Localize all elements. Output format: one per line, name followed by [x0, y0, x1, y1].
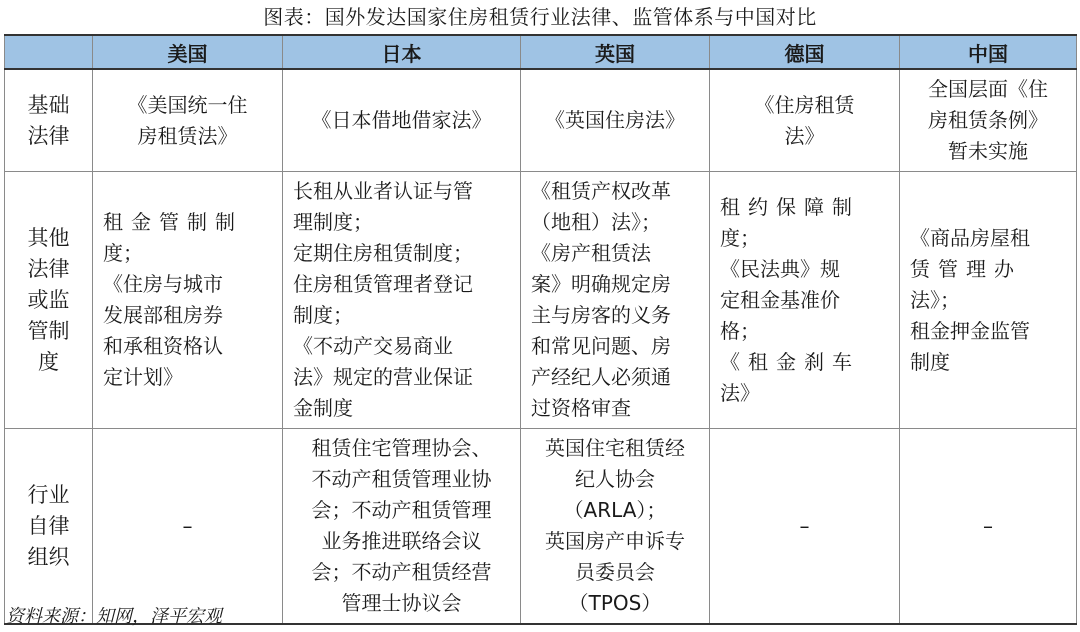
row-label-line: 管制: [27, 318, 70, 343]
cell-usa-basic-law: [93, 69, 283, 172]
cell-line: 租赁住宅管理协会、: [311, 436, 492, 460]
cell-line: 《不动产交易商业: [293, 334, 453, 358]
cell-line: 《英国住房法》: [545, 108, 685, 132]
cell-line: 定期住房租赁制度；: [293, 241, 473, 265]
cell-line: 理制度；: [293, 210, 373, 234]
cell-line: 定租金基准价: [720, 287, 840, 312]
table-row-basic-law: [5, 69, 1077, 172]
cell-usa-self-regulation: [93, 429, 283, 625]
row-label-self-regulation: [5, 429, 93, 625]
cell-line: 房租赁条例》: [928, 108, 1048, 132]
cell-line: 赁管理办: [910, 256, 1022, 281]
cell-line: 法》规定的营业保证: [293, 365, 473, 389]
cell-line: （TPOS）: [568, 591, 662, 615]
cell-line: 《美国统一住: [127, 92, 248, 117]
cell-line: 不动产租赁管理业协: [311, 467, 492, 491]
header-uk: 英国: [521, 35, 710, 69]
cell-line: 《民法典》规: [720, 256, 840, 281]
cell-line: 会；不动产租赁经营: [311, 560, 492, 584]
cell-china-other-laws: [900, 172, 1077, 429]
empty-dash: –: [799, 514, 810, 538]
cell-japan-other-laws: [283, 172, 521, 429]
cell-line: 和承租资格认: [103, 334, 223, 358]
cell-line: 租金押金监管: [910, 318, 1030, 343]
empty-dash: –: [182, 514, 193, 538]
cell-line: 法》；: [910, 287, 960, 312]
row-label-line: 基础: [27, 92, 70, 117]
cell-line: 和常见问题、房: [531, 334, 671, 358]
row-label-line: 或监: [27, 287, 70, 312]
cell-line: 度；: [720, 225, 760, 250]
row-label-line: 组织: [27, 544, 70, 569]
cell-china-self-regulation: [900, 429, 1077, 625]
row-label-line: 其他: [27, 225, 70, 250]
cell-line: 过资格审查: [531, 396, 631, 420]
cell-line: 《房产租赁法: [531, 241, 651, 265]
cell-line: 暂未实施: [948, 139, 1028, 163]
row-label-line: 度: [38, 349, 59, 374]
cell-line: 案》明确规定房: [531, 272, 671, 296]
cell-line: 法》: [784, 123, 825, 148]
cell-line: 度；: [103, 241, 143, 265]
row-label-line: 法律: [27, 123, 70, 148]
cell-line: 英国房产申诉专: [545, 529, 685, 553]
cell-line: 制度: [910, 349, 950, 374]
cell-line: 会；不动产租赁管理: [311, 498, 492, 522]
cell-line: 全国层面《住: [928, 77, 1048, 101]
cell-line: 英国住宅租赁经: [545, 436, 685, 460]
cell-uk-basic-law: [521, 69, 710, 172]
cell-germany-basic-law: [710, 69, 900, 172]
cell-line: 金制度: [293, 396, 353, 420]
cell-line: （地租）法》；: [531, 210, 661, 234]
cell-line: 业务推进联络会议: [321, 529, 482, 553]
cell-usa-other-laws: [93, 172, 283, 429]
cell-line: （ARLA）；: [563, 498, 667, 522]
cell-line: 长租从业者认证与管: [293, 179, 473, 203]
cell-line: 产经纪人必须通: [531, 365, 671, 389]
cell-line: 发展部租房券: [103, 303, 223, 327]
table-row-self-regulation: [5, 429, 1077, 625]
table-row-other-laws: [5, 172, 1077, 429]
cell-line: 主与房客的义务: [531, 303, 671, 327]
header-row: [5, 35, 1077, 69]
row-label-other-laws: [5, 172, 93, 429]
cell-line: 《租金刹车: [720, 349, 860, 374]
cell-line: 定计划》: [103, 365, 183, 389]
header-usa: 美国: [93, 35, 283, 69]
cell-uk-other-laws: [521, 172, 710, 429]
cell-line: 租约保障制: [720, 194, 860, 219]
header-corner: [5, 35, 93, 69]
cell-line: 住房租赁管理者登记: [293, 272, 473, 296]
cell-line: 管理士协议会: [341, 591, 462, 615]
row-label-basic-law: [5, 69, 93, 172]
cell-line: 《日本借地借家法》: [311, 108, 492, 132]
row-label-line: 自律: [27, 513, 70, 538]
cell-china-basic-law: [900, 69, 1077, 172]
comparison-table: [4, 34, 1077, 625]
header-japan: 日本: [283, 35, 521, 69]
cell-line: 格；: [720, 318, 760, 343]
cell-line: 员委员会: [575, 560, 655, 584]
cell-japan-basic-law: [283, 69, 521, 172]
header-china: 中国: [900, 35, 1077, 69]
cell-uk-self-regulation: [521, 429, 710, 625]
cell-line: 《商品房屋租: [910, 225, 1030, 250]
cell-line: 法》: [720, 380, 760, 405]
cell-line: 房租赁法》: [137, 123, 238, 148]
cell-line: 租金管制制: [103, 210, 243, 234]
cell-line: 《住房租赁: [754, 92, 855, 117]
cell-germany-self-regulation: [710, 429, 900, 625]
cell-line: 制度；: [293, 303, 353, 327]
cell-line: 《租赁产权改革: [531, 179, 671, 203]
cell-line: 《住房与城市: [103, 272, 223, 296]
cell-japan-self-regulation: [283, 429, 521, 625]
row-label-line: 法律: [27, 256, 70, 281]
table-title: 图表：国外发达国家住房租赁行业法律、监管体系与中国对比: [263, 5, 817, 29]
header-germany: 德国: [710, 35, 900, 69]
source-note: 资料来源：知网，泽平宏观: [6, 606, 222, 627]
row-label-line: 行业: [27, 482, 70, 507]
empty-dash: –: [983, 514, 993, 538]
cell-line: 纪人协会: [575, 467, 655, 491]
cell-germany-other-laws: [710, 172, 900, 429]
